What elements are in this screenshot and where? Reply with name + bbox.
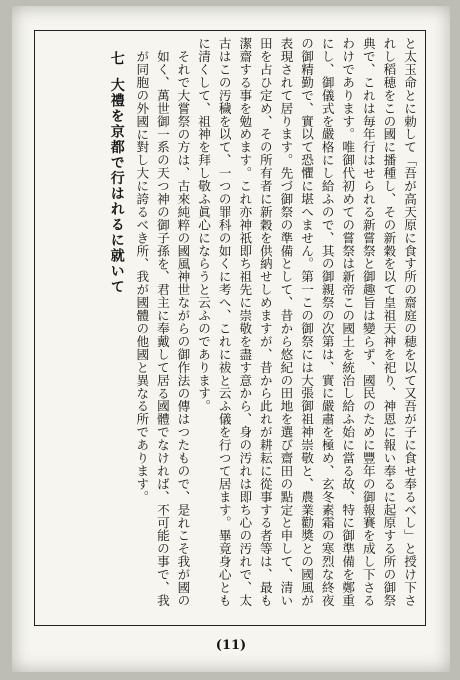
section-title: 大禮を京都で行はれるに就いて [108,77,125,295]
vertical-text-block [41,37,419,619]
document-page [12,6,450,672]
section-heading [103,37,131,619]
text-frame [34,30,426,626]
paragraph-1: と太玉命とに勅して「吾が高天原に食す所の齋庭の穂を以て又吾が子に食せ奉るべし」と授け下されし稻穂をこの國に播種し、その新穀を以て皇祖天神を祀り、神恩に報い奉るに起原する所の御祭典で、これは毎年行はせられる新嘗祭と御趣旨は變らず、國民のために豐年の御報賽を成し下さるわけであります。唯御代初めての嘗祭は新帝この國土を統治し給ふ始に當る故、特に御準備を鄭重にし、御儀式を嚴格にし給ふので、其の御親祭の次第は、實に嚴肅を極め、玄冬素霜の寒烈な終夜の御精勤で、實以て恐懼に堪へません。第一この御祭には大張御祖神崇敬と、農業勸奬との國風が表現されて居ります。先づ御祭の準備として、昔から悠紀の田地を選び齋田の點定と申して、清い田を占ひ定め、その所有者に新穀を供納せしめますが、昔から此れが耕耘に從事する者等は、最も潔齋する事を勉めます。これ亦神祇即ち祖先に崇敬を盡す意から、身の汚れは即ち心の汚れで、太古はこの汚穢を以て、一つの罪科の如くに考へ、これに祓と云ふ儀を行つて居ます。畢竟身心ともに清くして、祖神を拜し敬ふ眞心にならうと云ふのであります。 [196,37,417,607]
paragraph-2: それで大嘗祭の方は、古來純粹の國風神世ながらの御作法の傳はつたもので、是れこそ我が國の如く、萬世御一系の天つ神の御子孫を、君主に奉戴して居る國體でなければ、不可能の事で、我が同胞の外國に對し大に誇るべき所、我が國體の他國と異なる所であります。 [134,49,191,607]
section-number: 七 [108,51,125,67]
page-number: (11) [215,638,247,653]
